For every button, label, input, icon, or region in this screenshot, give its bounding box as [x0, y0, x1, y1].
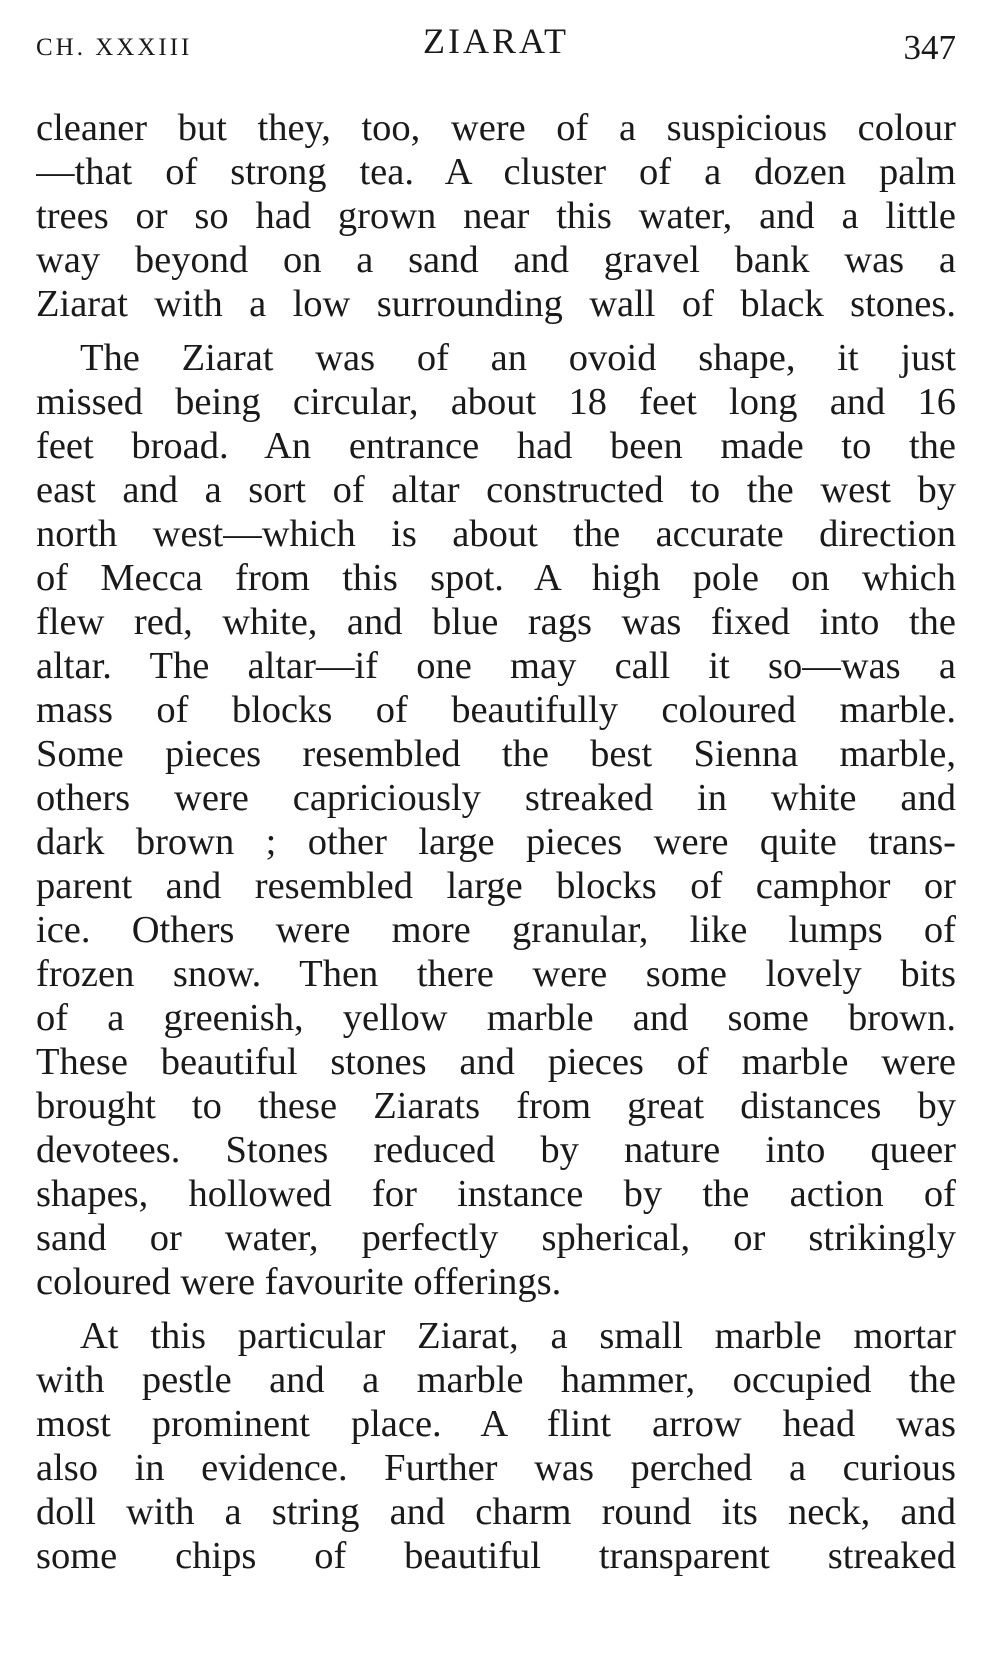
text-line: north west—which is about the accurate direction	[36, 513, 956, 555]
text-line: frozen snow. Then there were some lovely bits	[36, 953, 956, 995]
page-number: 347	[903, 28, 956, 67]
text-line: —that of strong tea. A cluster of a dozen palm	[36, 151, 956, 193]
text-line: others were capriciously streaked in white and	[36, 777, 956, 819]
text-line: devotees. Stones reduced by nature into queer	[36, 1129, 956, 1171]
text-line: The Ziarat was of an ovoid shape, it just	[80, 337, 956, 379]
running-head	[36, 20, 956, 70]
text-line: altar. The altar—if one may call it so—was a	[36, 645, 956, 687]
paragraph-2	[36, 336, 956, 1304]
text-line: parent and resembled large blocks of camphor or	[36, 865, 956, 907]
text-line: east and a sort of altar constructed to the west by	[36, 469, 956, 511]
paragraph-1	[36, 106, 956, 326]
paragraph-3	[36, 1314, 956, 1578]
chapter-reference: CH. XXXIII	[36, 34, 193, 61]
text-line: ice. Others were more granular, like lumps of	[36, 909, 956, 951]
text-line: feet broad. An entrance had been made to the	[36, 425, 956, 467]
text-line: with pestle and a marble hammer, occupied the	[36, 1359, 956, 1401]
text-line: flew red, white, and blue rags was fixed into the	[36, 601, 956, 643]
body-text	[36, 106, 956, 1588]
text-line: some chips of beautiful transparent streaked	[36, 1535, 956, 1577]
text-line: sand or water, perfectly spherical, or strikingly	[36, 1217, 956, 1259]
text-line: doll with a string and charm round its neck, and	[36, 1491, 956, 1533]
text-line: way beyond on a sand and gravel bank was a	[36, 239, 956, 281]
text-line: Ziarat with a low surrounding wall of black stones.	[36, 283, 956, 325]
text-line: most prominent place. A flint arrow head was	[36, 1403, 956, 1445]
text-line: of a greenish, yellow marble and some brown.	[36, 997, 956, 1039]
text-line: dark brown ; other large pieces were quite trans-	[36, 821, 956, 863]
text-line: shapes, hollowed for instance by the action of	[36, 1173, 956, 1215]
text-line: coloured were favourite offerings.	[36, 1261, 562, 1303]
text-line: trees or so had grown near this water, and a little	[36, 195, 956, 237]
text-line: cleaner but they, too, were of a suspicious colour	[36, 107, 956, 149]
text-line: Some pieces resembled the best Sienna marble,	[36, 733, 956, 775]
text-line: These beautiful stones and pieces of marble were	[36, 1041, 956, 1083]
text-line: of Mecca from this spot. A high pole on which	[36, 557, 956, 599]
text-line: missed being circular, about 18 feet long and 16	[36, 381, 956, 423]
text-line: brought to these Ziarats from great distances by	[36, 1085, 956, 1127]
text-line: mass of blocks of beautifully coloured marble.	[36, 689, 956, 731]
text-line: At this particular Ziarat, a small marble mortar	[80, 1315, 956, 1357]
text-line: also in evidence. Further was perched a curious	[36, 1447, 956, 1489]
running-title: ZIARAT	[423, 21, 569, 61]
